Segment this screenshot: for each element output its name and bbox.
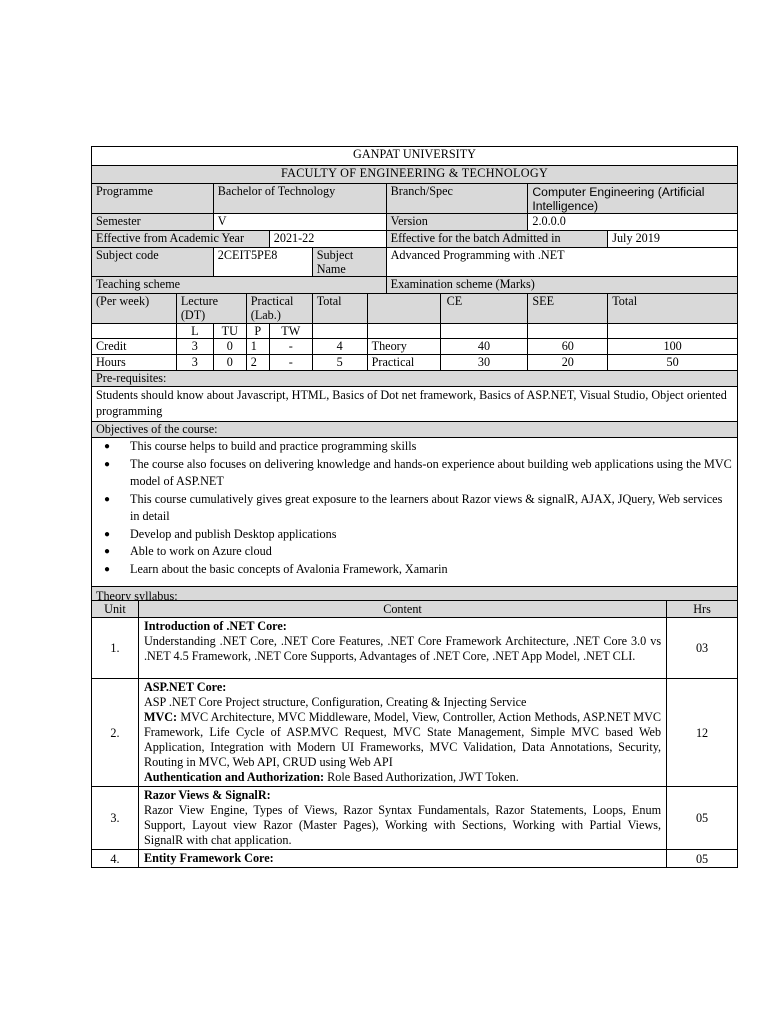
auth-text: Role Based Authorization, JWT Token. xyxy=(324,770,519,784)
bullet-icon: ● xyxy=(104,563,111,575)
effective-batch-value: July 2019 xyxy=(608,231,738,248)
auth-paragraph xyxy=(144,770,661,785)
syllabus-row xyxy=(92,618,738,679)
objective-item xyxy=(104,526,733,544)
programme-value: Bachelor of Technology xyxy=(213,184,386,214)
bullet-icon: ● xyxy=(104,546,111,557)
content-column-header: Content xyxy=(138,601,666,618)
unit-heading: ASP.NET Core: xyxy=(143,680,227,694)
version-value: 2.0.0.0 xyxy=(528,214,738,231)
cell-tw: - xyxy=(269,355,312,371)
unit-number: 3. xyxy=(92,787,139,850)
syllabus-row xyxy=(92,787,738,850)
cell-ce: 30 xyxy=(440,355,528,371)
cell-see: 20 xyxy=(528,355,608,371)
sub-header-blank xyxy=(92,324,177,339)
row-label: Credit xyxy=(92,339,177,355)
unit-heading: Entity Framework Core: xyxy=(143,851,274,865)
cell-see: 60 xyxy=(528,339,608,355)
auth-label: Authentication and Authorization: xyxy=(143,770,325,784)
sub-header-total xyxy=(312,324,367,339)
sub-header-p: P xyxy=(246,324,269,339)
objective-text: The course also focuses on delivering knowledge and hands-on experience about building web applications using the MVC model of ASP.NET xyxy=(130,456,732,488)
hrs-column-header: Hrs xyxy=(667,601,738,618)
objective-text: This course helps to build and practice programming skills xyxy=(130,439,417,453)
branch-label: Branch/Spec xyxy=(386,184,528,214)
branch-value: Computer Engineering (Artificial Intelligence) xyxy=(528,184,738,214)
effective-batch-label: Effective for the batch Admitted in xyxy=(386,231,608,248)
unit-content xyxy=(138,787,666,850)
effective-year-label: Effective from Academic Year xyxy=(92,231,270,248)
unit-content xyxy=(138,679,666,787)
cell-tu: 0 xyxy=(213,339,246,355)
objective-item xyxy=(104,438,733,456)
prerequisites-heading: Pre-requisites: xyxy=(92,371,738,387)
bullet-icon: ● xyxy=(104,528,111,540)
unit-text: ASP .NET Core Project structure, Configuration, Creating & Injecting Service xyxy=(143,695,527,709)
bullet-icon: ● xyxy=(104,441,111,452)
effective-year-value: 2021-22 xyxy=(269,231,386,248)
cell-exam-type: Theory xyxy=(367,339,440,355)
unit-heading: Razor Views & SignalR: xyxy=(143,788,271,802)
cell-tu: 0 xyxy=(213,355,246,371)
unit-content xyxy=(138,850,666,868)
unit-content xyxy=(138,618,666,679)
objectives-heading: Objectives of the course: xyxy=(92,422,738,438)
unit-heading: Introduction of .NET Core: xyxy=(143,619,287,633)
cell-sum: 50 xyxy=(608,355,738,371)
cell-sum: 100 xyxy=(608,339,738,355)
objective-text: Able to work on Azure cloud xyxy=(130,544,272,558)
subject-code-label: Subject code xyxy=(92,248,214,277)
university-name: GANPAT UNIVERSITY xyxy=(92,147,738,166)
unit-hours: 03 xyxy=(667,618,738,679)
cell-p: 1 xyxy=(246,339,269,355)
see-header: SEE xyxy=(528,294,608,324)
unit-number: 2. xyxy=(92,679,139,787)
unit-number: 1. xyxy=(92,618,139,679)
theory-syllabus-table xyxy=(91,600,738,868)
syllabus-row xyxy=(92,679,738,787)
lecture-header: Lecture (DT) xyxy=(176,294,246,324)
cell-l: 3 xyxy=(176,339,213,355)
semester-label: Semester xyxy=(92,214,214,231)
cell-l: 3 xyxy=(176,355,213,371)
sub-header-l: L xyxy=(176,324,213,339)
sub-header-exam xyxy=(367,324,440,339)
unit-column-header: Unit xyxy=(92,601,139,618)
subject-code-value: 2CEIT5PE8 xyxy=(213,248,312,277)
hours-row xyxy=(92,355,738,371)
cell-ce: 40 xyxy=(440,339,528,355)
objectives-list xyxy=(96,438,733,578)
syllabus-row xyxy=(92,850,738,868)
unit-hours: 05 xyxy=(667,787,738,850)
ce-header: CE xyxy=(440,294,528,324)
practical-header: Practical (Lab.) xyxy=(246,294,312,324)
cell-total: 5 xyxy=(312,355,367,371)
bullet-icon: ● xyxy=(104,493,111,505)
objective-text: This course cumulatively gives great exposure to the learners about Razor views & signalR, AJAX, JQuery, Web services in detail xyxy=(130,491,723,523)
cell-tw: - xyxy=(269,339,312,355)
row-label: Hours xyxy=(92,355,177,371)
version-label: Version xyxy=(386,214,528,231)
unit-text: Understanding .NET Core, .NET Core Features, .NET Core Framework Architecture, .NET Core 3.0 vs .NET 4.5 Framework, .NET Core Supports, Advantages of .NET Core, .NET App Model, .NET CLI. xyxy=(143,634,662,663)
cell-p: 2 xyxy=(246,355,269,371)
mvc-label: MVC: xyxy=(143,710,178,724)
cell-total: 4 xyxy=(312,339,367,355)
sub-header-sum xyxy=(608,324,738,339)
semester-value: V xyxy=(213,214,386,231)
objective-item xyxy=(104,491,733,526)
exam-type-header xyxy=(367,294,440,324)
theory-syllabus-heading: Theory syllabus: xyxy=(92,587,738,605)
objective-item xyxy=(104,456,733,491)
faculty-name: FACULTY OF ENGINEERING & TECHNOLOGY xyxy=(92,166,738,184)
sub-header-tw: TW xyxy=(269,324,312,339)
objective-item xyxy=(104,561,733,579)
prerequisites-text: Students should know about Javascript, HTML, Basics of Dot net framework, Basics of ASP.NET, Visual Studio, Object oriented programming xyxy=(92,387,738,422)
sub-header-ce xyxy=(440,324,528,339)
objectives-cell xyxy=(92,438,738,587)
mvc-text: MVC Architecture, MVC Middleware, Model, View, Controller, Action Methods, ASP.NET MVC Framework, Life Cycle of ASP.MVC Request, MVC State Management, Simple MVC based Web Application, Integration with Modern UI Frameworks, MVC Validation, Data Annotations, Security, Routing in MVC, Web API, CRUD using Web API xyxy=(143,710,662,769)
objective-text: Develop and publish Desktop applications xyxy=(130,526,337,541)
objective-item xyxy=(104,543,733,561)
unit-hours: 12 xyxy=(667,679,738,787)
bullet-icon: ● xyxy=(104,458,111,470)
sub-header-tu: TU xyxy=(213,324,246,339)
exam-total-header: Total xyxy=(608,294,738,324)
subject-name-label: Subject Name xyxy=(312,248,386,277)
exam-scheme-label: Examination scheme (Marks) xyxy=(386,277,737,294)
syllabus-document-table xyxy=(91,146,738,605)
unit-text: Razor View Engine, Types of Views, Razor Syntax Fundamentals, Razor Statements, Loops, Enum Support, Layout view Razor (Master Pages), Working with Sections, Working with Partial Views, SignalR with chat application. xyxy=(143,803,662,847)
per-week-header: (Per week) xyxy=(92,294,177,324)
sub-header-see xyxy=(528,324,608,339)
cell-exam-type: Practical xyxy=(367,355,440,371)
teaching-scheme-label: Teaching scheme xyxy=(92,277,387,294)
teaching-total-header: Total xyxy=(312,294,367,324)
unit-hours: 05 xyxy=(667,850,738,868)
credit-row xyxy=(92,339,738,355)
unit-number: 4. xyxy=(92,850,139,868)
subject-name-value: Advanced Programming with .NET xyxy=(386,248,737,277)
objective-text: Learn about the basic concepts of Avalonia Framework, Xamarin xyxy=(130,561,448,576)
mvc-paragraph xyxy=(144,710,661,770)
programme-label: Programme xyxy=(92,184,214,214)
